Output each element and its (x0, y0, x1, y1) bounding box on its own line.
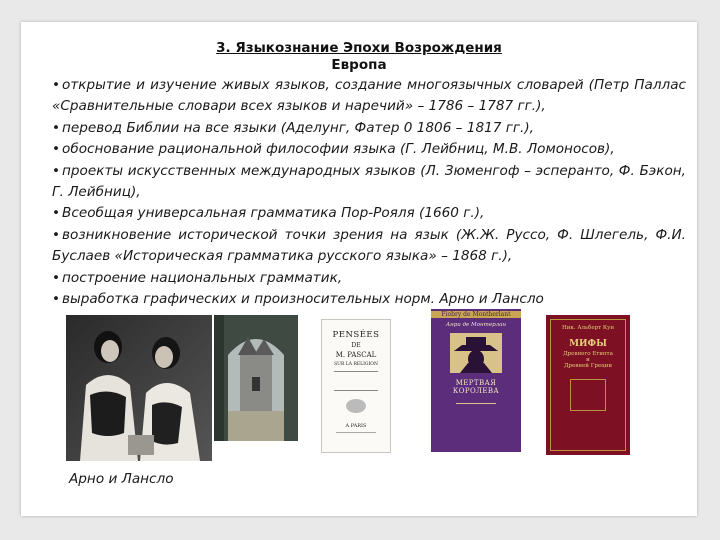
bullet-item (52, 161, 686, 204)
purple-book-title-1: МЕРТВАЯ (455, 379, 497, 387)
pensees-line-5: A PARIS (345, 423, 367, 429)
bullet-glyph: • (52, 291, 61, 308)
red-book-title-2: Древнего Египта (563, 351, 613, 357)
pensees-line-1: PENSÉES (332, 330, 380, 340)
red-book-cover (546, 315, 630, 455)
pensees-footer-rule (336, 432, 376, 443)
bullet-glyph: • (52, 119, 61, 136)
portrait-image (66, 315, 212, 461)
bullet-item (52, 75, 686, 118)
bullet-item (52, 203, 686, 224)
pensees-ornament (346, 399, 366, 413)
red-book-title-1: МИФЫ (569, 339, 607, 349)
bullet-text: проекты искусственных международных языков (Л. Зюменгоф – эсперанто, Ф. Бэкон, Г. Лейбниц), (52, 162, 686, 201)
bullet-glyph: • (52, 205, 61, 222)
bullet-text: построение национальных грамматик, (62, 269, 343, 286)
bullet-item (52, 225, 686, 268)
purple-book-rule (456, 403, 496, 404)
bullet-item (52, 289, 686, 310)
red-book-title-3: и (586, 357, 590, 363)
pensees-line-3: M. PASCAL (335, 351, 377, 359)
hat-figure-icon (450, 333, 502, 373)
bullet-list (52, 75, 686, 310)
bullet-item (52, 268, 686, 289)
purple-book-author-ru: Анри де Монтерлан (445, 322, 507, 328)
red-book-author: Ник. Альберт Кун (561, 325, 615, 331)
bullet-item (52, 118, 686, 139)
bullet-text: перевод Библии на все языки (Аделунг, Фатер 0 1806 – 1817 гг.), (62, 119, 534, 136)
pensees-title-page (321, 319, 391, 453)
title-line-1: 3. Языкознание Эпохи Возрождения (216, 40, 502, 56)
pensees-line-4: SUR LA RELIGION (334, 362, 378, 367)
purple-book-title-2: КОРОЛЕВА (452, 387, 500, 395)
purple-book-author: Fiobry de Montherlant (431, 311, 521, 318)
red-book-emblem (570, 379, 606, 411)
bullet-text: возникновение исторической точки зрения на язык (Ж.Ж. Руссо, Ф. Шлегель, Ф.И. Буслаев «Историческая грамматика русского языка» – 1868 г.), (52, 226, 686, 265)
bullet-text: открытие и изучение живых языков, создание многоязычных словарей (Петр Паллас «Сравнительные словари всех языков и наречий» – 1786 – 1787 гг.), (52, 77, 686, 115)
image-caption: Арно и Лансло (69, 471, 174, 487)
bullet-glyph: • (52, 269, 61, 286)
pensees-line-2: DE (351, 342, 361, 349)
title-line-2: Европа (331, 57, 387, 73)
bullet-text: выработка графических и произносительных норм. Арно и Лансло (62, 291, 544, 308)
abbey-image (214, 315, 298, 441)
pensees-rules (334, 371, 378, 391)
bullet-glyph: • (52, 226, 61, 243)
slide (21, 22, 697, 516)
bullet-glyph: • (52, 162, 61, 179)
bullet-text: обоснование рациональной философии языка (Г. Лейбниц, М.В. Ломоносов), (62, 141, 615, 158)
slide-title (21, 40, 697, 74)
bullet-item (52, 139, 686, 160)
red-book-title-4: Древней Греции (564, 363, 612, 369)
bullet-text: Всеобщая универсальная грамматика Пор-Рояля (1660 г.), (62, 205, 485, 222)
bullet-glyph: • (52, 77, 61, 93)
purple-book-cover (431, 309, 521, 452)
bullet-glyph: • (52, 141, 61, 158)
